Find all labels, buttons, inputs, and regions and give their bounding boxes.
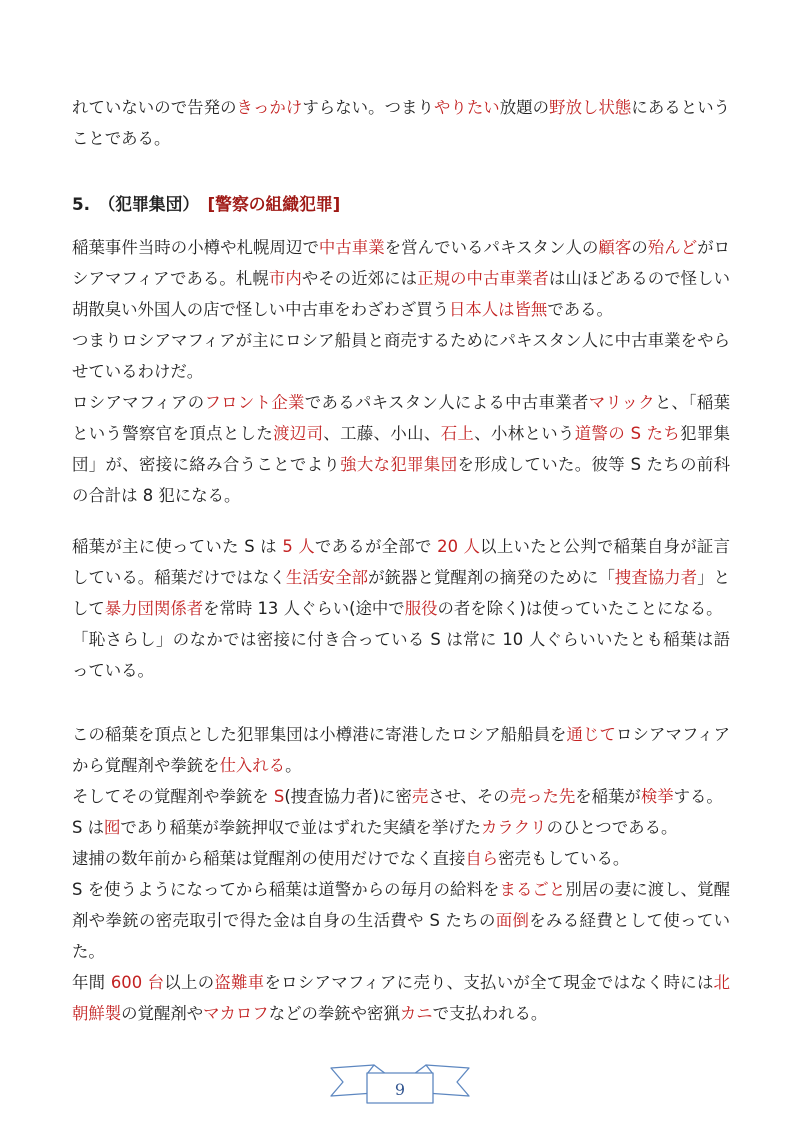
paragraph-salary (72, 874, 730, 967)
emphasis-red-text: [警察の組織犯罪] (207, 194, 341, 214)
emphasis-red-text: 強大な犯罪集団 (340, 455, 458, 474)
body-text: を営んでいるパキスタン人の (384, 238, 599, 257)
body-text: は山ほどあるので怪しい胡散臭い外国人の店で怪しい中古車をわざわざ買う (72, 269, 731, 319)
emphasis-red-text: 検挙 (640, 787, 674, 806)
body-text: がロシアマフィアである。札幌 (72, 238, 731, 288)
emphasis-red-text: S (273, 787, 285, 806)
emphasis-red-text: 野放し状態 (549, 98, 632, 117)
body-text: で支払われる。 (432, 1004, 548, 1023)
emphasis-red-text: 600 台 (110, 973, 165, 992)
body-text: 稲葉が主に使っていた S は (72, 537, 283, 556)
emphasis-red-text: 盗難車 (214, 973, 265, 992)
body-text: が銃器と覚醒剤の摘発のために「 (368, 568, 615, 587)
body-text: 5. （犯罪集団） (72, 194, 208, 214)
body-text: 別居の妻に渡し、覚醒剤や拳銃の密売取引で得た金は自身の生活費や S たちの (72, 880, 731, 930)
emphasis-red-text: マカロフ (203, 1004, 269, 1023)
paragraph-used-car-business (72, 232, 730, 325)
body-text: 、小林という (474, 424, 575, 443)
emphasis-red-text: 渡辺司 (273, 424, 324, 443)
body-text: であり稲葉が拳銃押収で並はずれた実績を挙げた (120, 818, 481, 837)
body-text: の (631, 238, 648, 257)
body-text: 年間 (72, 973, 111, 992)
emphasis-red-text: 正規の中古車業者 (417, 269, 549, 288)
body-text: 」として (72, 568, 731, 618)
emphasis-red-text: 通じて (566, 725, 617, 744)
section-heading (72, 189, 730, 220)
body-text: 逮捕の数年前から稲葉は覚醒剤の使用だけでなく直接 (72, 849, 466, 868)
body-text: そしてその覚醒剤や拳銃を (72, 787, 274, 806)
emphasis-red-text: 服役 (404, 599, 438, 618)
paragraph-hajisarashi (72, 624, 730, 686)
body-text: ロシアマフィアから覚醒剤や拳銃を (72, 725, 731, 775)
body-text: と、「稲葉という警察官を頂点とした (72, 393, 731, 443)
body-text: (捜査協力者)に密 (284, 787, 412, 806)
body-text: 、工藤、小山、 (323, 424, 441, 443)
emphasis-red-text: 仕入れる (219, 756, 286, 775)
body-text: であるパキスタン人による中古車業者 (304, 393, 589, 412)
body-text: すらない。つまり (302, 98, 434, 117)
body-text: つまりロシアマフィアが主にロシア船員と商売するためにパキスタン人に中古車業をやらせているわけだ。 (72, 331, 730, 381)
paragraph-informants-count (72, 531, 730, 624)
body-text: する。 (673, 787, 723, 806)
emphasis-red-text: 暴力団関係者 (104, 599, 204, 618)
body-text: を常時 13 人ぐらい(途中で (203, 599, 405, 618)
emphasis-red-text: 石上 (440, 424, 475, 443)
emphasis-red-text: 売った先 (509, 787, 576, 806)
continuation-paragraph (72, 92, 730, 154)
body-text: にあるということである。 (72, 98, 731, 148)
emphasis-red-text: 中古車業 (318, 238, 385, 257)
emphasis-red-text: 売 (411, 787, 429, 806)
body-text: などの拳銃や密猟 (268, 1004, 400, 1023)
body-text: を形成していた。彼等 S たちの前科の合計は 8 犯になる。 (72, 455, 731, 505)
body-text: である。 (547, 300, 613, 319)
body-text: 密売もしている。 (498, 849, 630, 868)
emphasis-red-text: 日本人は皆無 (448, 300, 548, 319)
emphasis-red-text: 囮 (104, 818, 121, 837)
paragraph-decoy (72, 812, 730, 843)
body-text: させ、その (428, 787, 510, 806)
body-text: の者を除く)は使っていたことになる。 (437, 599, 723, 618)
body-text: S は (72, 818, 105, 837)
emphasis-red-text: 自ら (465, 849, 499, 868)
emphasis-red-text: 道警の S たち (574, 424, 681, 443)
body-text: れていないので告発の (72, 98, 237, 117)
emphasis-red-text: 5 人 (282, 537, 315, 556)
body-text: やその近郊には (301, 269, 418, 288)
emphasis-red-text: 北朝鮮製 (72, 973, 731, 1023)
page-number-ribbon (328, 1060, 472, 1106)
body-text: S を使うようになってから稲葉は道警からの毎月の給料を (72, 880, 500, 899)
paragraph-direct-dealing (72, 843, 730, 874)
paragraph-russian-mafia-sailors (72, 325, 730, 387)
emphasis-red-text: きっかけ (236, 98, 303, 117)
emphasis-red-text: 捜査協力者 (614, 568, 698, 587)
body-text: 以上の (164, 973, 215, 992)
body-text: この稲葉を頂点とした犯罪集団は小樽港に寄港したロシア船船員を (72, 725, 567, 744)
page-number: 9 (394, 1080, 406, 1099)
emphasis-red-text: 顧客 (598, 238, 632, 257)
body-text: 。 (285, 756, 302, 775)
emphasis-red-text: 生活安全部 (285, 568, 369, 587)
body-text: 放題の (499, 98, 550, 117)
body-text: であるが全部で (314, 537, 438, 556)
emphasis-red-text: フロント企業 (204, 393, 305, 412)
paragraph-stolen-cars (72, 967, 730, 1029)
paragraph-front-company (72, 387, 730, 511)
emphasis-red-text: カニ (399, 1004, 433, 1023)
body-text: 稲葉事件当時の小樽や札幌周辺で (72, 238, 319, 257)
emphasis-red-text: まるごと (499, 880, 566, 899)
emphasis-red-text: マリック (588, 393, 655, 412)
body-text: をロシアマフィアに売り、支払いが全て現金ではなく時には (264, 973, 714, 992)
paragraph-crime-group-import (72, 719, 730, 781)
body-text: 犯罪集団」が、密接に絡み合うことでより (72, 424, 731, 474)
body-text: の覚醒剤や (121, 1004, 204, 1023)
emphasis-red-text: 市内 (268, 269, 302, 288)
body-text: 「恥さらし」のなかでは密接に付き合っている S は常に 10 人ぐらいいたとも稲葉は語っている。 (72, 630, 730, 680)
body-text: のひとつである。 (546, 818, 678, 837)
emphasis-red-text: 面倒 (495, 911, 530, 930)
body-text: を稲葉が (575, 787, 641, 806)
emphasis-red-text: 殆んど (647, 238, 698, 257)
body-text: をみる経費として使っていた。 (72, 911, 731, 961)
body-text: ロシアマフィアの (72, 393, 205, 412)
body-text: 以上いたと公判で稲葉自身が証言している。稲葉だけではなく (72, 537, 731, 587)
emphasis-red-text: カラクリ (481, 818, 547, 837)
paragraph-resale-scheme (72, 781, 730, 812)
emphasis-red-text: やりたい (433, 98, 500, 117)
document-body (72, 92, 730, 1029)
emphasis-red-text: 20 人 (437, 537, 481, 556)
